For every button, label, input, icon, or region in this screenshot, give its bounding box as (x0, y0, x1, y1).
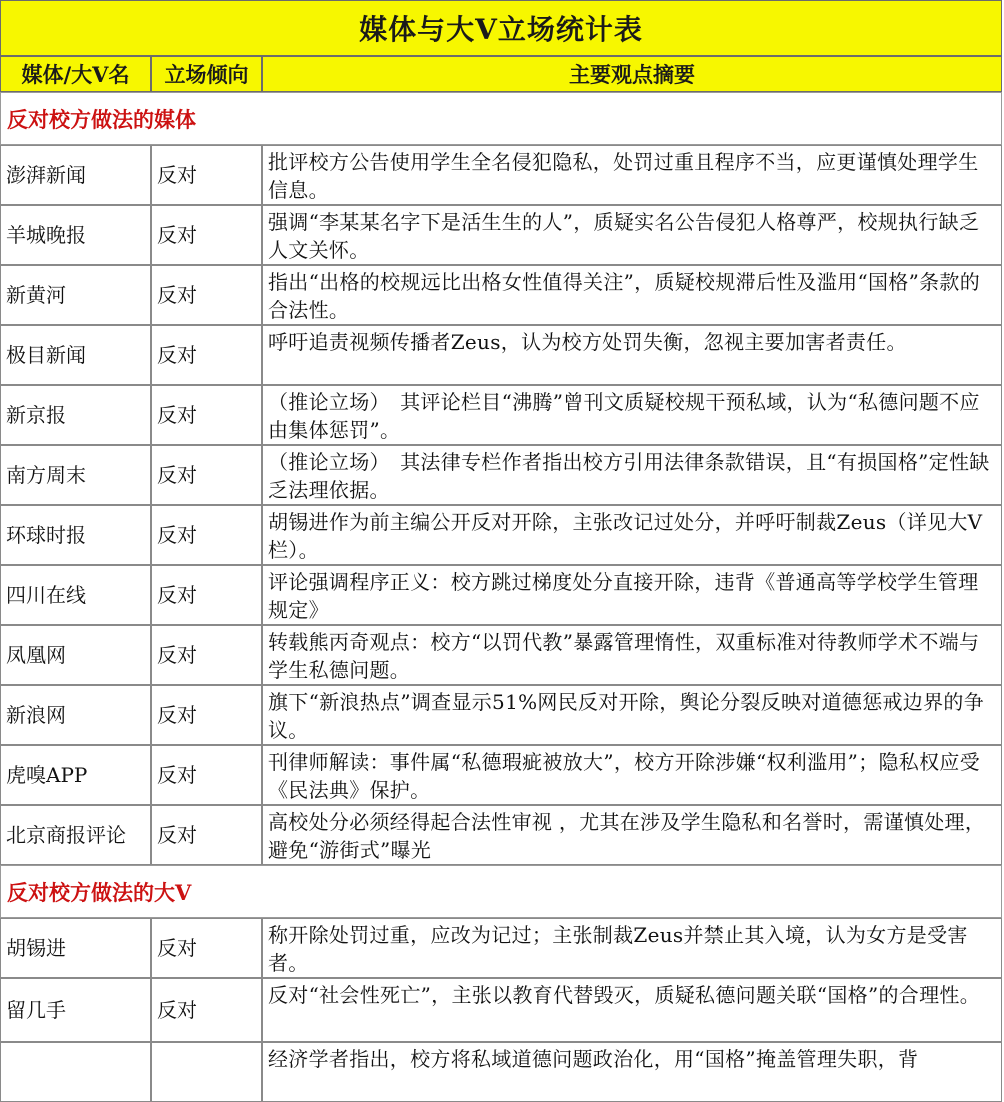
cell-stance: 反对 (151, 385, 262, 445)
cell-summary: 评论强调程序正义：校方跳过梯度处分直接开除，违背《普通高等学校学生管理规定》 (262, 565, 1002, 625)
cell-summary: 高校处分必须经得起合法性审视 ，尤其在涉及学生隐私和名誉时，需谨慎处理，避免“游街式”曝光 (262, 805, 1002, 865)
cell-summary: （推论立场） 其评论栏目“沸腾”曾刊文质疑校规干预私域，认为“私德问题不应由集体惩罚”。 (262, 385, 1002, 445)
cell-name: 留几手 (0, 978, 151, 1042)
cell-name: 环球时报 (0, 505, 151, 565)
cell-name: 南方周末 (0, 445, 151, 505)
cell-stance: 反对 (151, 918, 262, 978)
cell-stance: 反对 (151, 685, 262, 745)
cell-name: 北京商报评论 (0, 805, 151, 865)
cell-name: 新京报 (0, 385, 151, 445)
cell-name: 羊城晚报 (0, 205, 151, 265)
cell-summary: 经济学者指出，校方将私域道德问题政治化，用“国格”掩盖管理失职，背 (262, 1042, 1002, 1102)
cell-stance: 反对 (151, 145, 262, 205)
cell-name: 胡锡进 (0, 918, 151, 978)
cell-stance: 反对 (151, 805, 262, 865)
cell-summary: 胡锡进作为前主编公开反对开除，主张改记过处分，并呼吁制裁Zeus（详见大V栏）。 (262, 505, 1002, 565)
table-title: 媒体与大V立场统计表 (0, 0, 1002, 56)
cell-stance: 反对 (151, 625, 262, 685)
cell-name: 四川在线 (0, 565, 151, 625)
cell-summary: 呼吁追责视频传播者Zeus，认为校方处罚失衡，忽视主要加害者责任。 (262, 325, 1002, 385)
cell-stance (151, 1042, 262, 1102)
header-name: 媒体/大V名 (0, 56, 151, 92)
cell-name: 澎湃新闻 (0, 145, 151, 205)
cell-summary: 称开除处罚过重，应改为记过；主张制裁Zeus并禁止其入境，认为女方是受害者。 (262, 918, 1002, 978)
section-heading: 反对校方做法的媒体 (0, 92, 1002, 145)
cell-stance: 反对 (151, 745, 262, 805)
cell-name: 新浪网 (0, 685, 151, 745)
cell-summary: 批评校方公告使用学生全名侵犯隐私，处罚过重且程序不当，应更谨慎处理学生信息。 (262, 145, 1002, 205)
cell-name: 新黄河 (0, 265, 151, 325)
header-summary: 主要观点摘要 (262, 56, 1002, 92)
cell-summary: 旗下“新浪热点”调查显示51%网民反对开除，舆论分裂反映对道德惩戒边界的争议。 (262, 685, 1002, 745)
cell-stance: 反对 (151, 505, 262, 565)
cell-stance: 反对 (151, 445, 262, 505)
cell-name (0, 1042, 151, 1102)
section-heading: 反对校方做法的大V (0, 865, 1002, 918)
cell-summary: 指出“出格的校规远比出格女性值得关注”，质疑校规滞后性及滥用“国格”条款的合法性。 (262, 265, 1002, 325)
cell-stance: 反对 (151, 205, 262, 265)
cell-summary: 强调“李某某名字下是活生生的人”，质疑实名公告侵犯人格尊严，校规执行缺乏人文关怀。 (262, 205, 1002, 265)
cell-stance: 反对 (151, 265, 262, 325)
cell-summary: 刊律师解读：事件属“私德瑕疵被放大”，校方开除涉嫌“权利滥用”；隐私权应受《民法典》保护。 (262, 745, 1002, 805)
cell-name: 极目新闻 (0, 325, 151, 385)
cell-summary: （推论立场） 其法律专栏作者指出校方引用法律条款错误，且“有损国格”定性缺乏法理依据。 (262, 445, 1002, 505)
cell-stance: 反对 (151, 978, 262, 1042)
header-stance: 立场倾向 (151, 56, 262, 92)
cell-name: 凤凰网 (0, 625, 151, 685)
cell-summary: 转载熊丙奇观点：校方“以罚代教”暴露管理惰性，双重标准对待教师学术不端与学生私德问题。 (262, 625, 1002, 685)
cell-stance: 反对 (151, 325, 262, 385)
cell-summary: 反对“社会性死亡”，主张以教育代替毁灭，质疑私德问题关联“国格”的合理性。 (262, 978, 1002, 1042)
cell-stance: 反对 (151, 565, 262, 625)
cell-name: 虎嗅APP (0, 745, 151, 805)
